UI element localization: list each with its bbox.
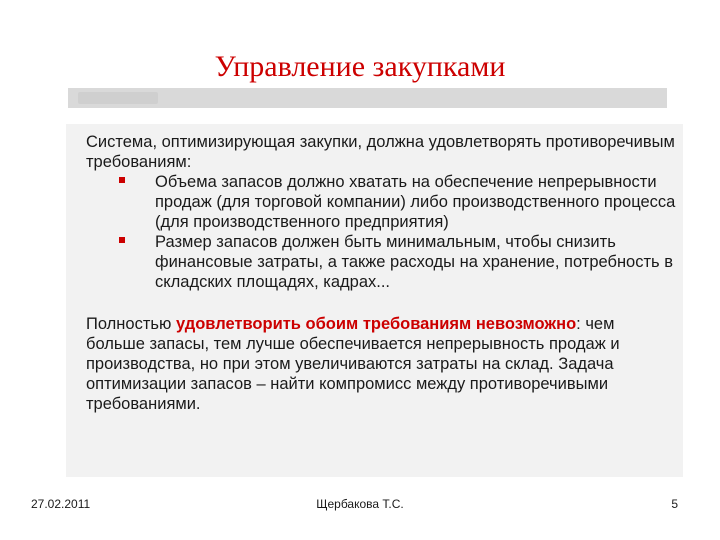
list-item [86,172,676,232]
list-item [86,232,676,292]
conclusion-paragraph [86,314,676,414]
list-item-text: Размер запасов должен быть минимальным, чтобы снизить финансовые затраты, а также расходы на хранение, потребность в складских площадях, кадрах... [155,233,673,291]
square-bullet-icon [119,237,125,243]
list-item-text: Объема запасов должно хватать на обеспечение непрерывности продаж (для торговой компании) либо производственного процесса (для производственного предприятия) [155,173,676,231]
content-text [86,132,676,414]
page-number: 5 [671,497,678,511]
slide-title: Управление закупками [214,50,506,83]
conclusion-rest: : чем больше запасы, тем лучше обеспечивается непрерывность продаж и производства, но при этом увеличиваются затраты на склад. Задача оптимизации запасов – найти компромисс между противоречивыми требованиями. [86,315,620,413]
square-bullet-icon [119,177,125,183]
footer-author: Щербакова Т.С. [316,497,404,511]
conclusion-highlight: удовлетворить обоим требованиям невозможно [175,315,577,333]
requirements-list [86,172,676,292]
header-band-faint-label [78,92,158,104]
intro-paragraph: Система, оптимизирующая закупки, должна удовлетворять противоречивым требованиям: [86,133,675,171]
footer-date: 27.02.2011 [31,497,91,511]
conclusion-prefix: Полностью [86,315,176,333]
